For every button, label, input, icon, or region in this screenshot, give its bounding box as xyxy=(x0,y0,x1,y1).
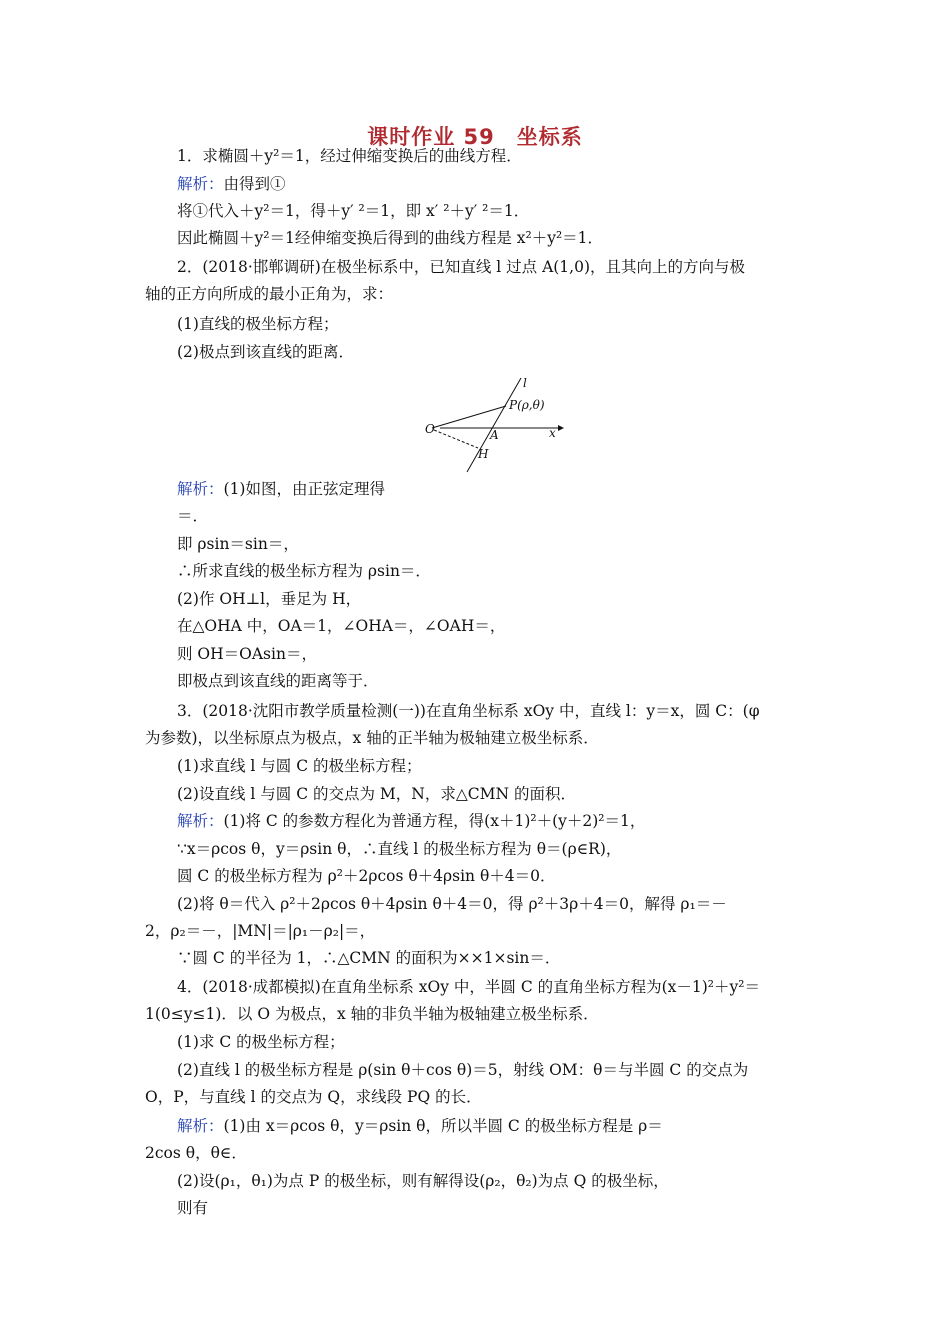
text-line: 在△OHA 中，OA＝1，∠OHA＝，∠OAH＝， xyxy=(177,617,506,635)
problem-2: 2．(2018·邯郸调研)在极坐标系中，已知直线 l 过点 A(1,0)，且其向上的方向与极 xyxy=(177,258,746,276)
text-line: 即极点到该直线的距离等于． xyxy=(177,672,379,690)
text-line: (2)设直线 l 与圆 C 的交点为 M，N，求△CMN 的面积． xyxy=(177,785,576,803)
label-l: l xyxy=(523,376,527,390)
segment-oh xyxy=(434,430,478,448)
text-line: (2)设(ρ₁，θ₁)为点 P 的极坐标，则有解得设(ρ₂，θ₂)为点 Q 的极坐标， xyxy=(177,1172,669,1190)
geometry-figure xyxy=(420,373,570,478)
text-line: 1(0≤y≤1)．以 O 为极点，x 轴的非负半轴为极轴建立极坐标系． xyxy=(145,1005,599,1023)
label-x: x xyxy=(549,426,556,440)
label-a: A xyxy=(490,428,499,442)
text-line: 2，ρ₂＝－，|MN|＝|ρ₁－ρ₂|＝， xyxy=(145,922,376,940)
text-line: ＝． xyxy=(177,507,209,525)
text-line: ∴所求直线的极坐标方程为 ρsin＝． xyxy=(177,562,431,580)
text-line: 轴的正方向所成的最小正角为，求： xyxy=(145,285,394,303)
text-line: 为参数)，以坐标原点为极点，x 轴的正半轴为极轴建立极坐标系． xyxy=(145,729,599,747)
x-axis-arrow xyxy=(558,425,564,431)
text-line: (2)极点到该直线的距离． xyxy=(177,343,354,361)
text-line: (1)求 C 的极坐标方程； xyxy=(177,1033,345,1051)
text-line: 圆 C 的极坐标方程为 ρ²＋2ρcos θ＋4ρsin θ＋4＝0． xyxy=(177,867,556,885)
analysis-label: 解析： xyxy=(177,1117,224,1135)
analysis-label: 解析： xyxy=(177,812,224,830)
text-line: ∵x＝ρcos θ，y＝ρsin θ，∴直线 l 的极坐标方程为 θ＝(ρ∈R)， xyxy=(177,840,622,858)
text-line: 将①代入＋y²＝1，得＋y′ ²＝1，即 x′ ²＋y′ ²＝1． xyxy=(177,202,530,220)
text-line: (2)将 θ＝代入 ρ²＋2ρcos θ＋4ρsin θ＋4＝0，得 ρ²＋3ρ＋4＝0，解得 ρ₁＝－ xyxy=(177,895,727,913)
problem-1: 1．求椭圆＋y²＝1，经过伸缩变换后的曲线方程． xyxy=(177,147,522,165)
problem-4: 4．(2018·成都模拟)在直角坐标系 xOy 中，半圆 C 的直角坐标方程为(x－1)²＋y²＝ xyxy=(177,978,760,996)
text-line: 2cos θ，θ∈． xyxy=(145,1144,247,1162)
text-line: O，P，与直线 l 的交点为 Q，求线段 PQ 的长． xyxy=(145,1088,482,1106)
line-l xyxy=(467,378,521,472)
analysis-3: 解析：(1)将 C 的参数方程化为普通方程，得(x＋1)²＋(y＋2)²＝1， xyxy=(177,812,646,830)
analysis-2: 解析：(1)如图，由正弦定理得 xyxy=(177,480,385,498)
text-line: (2)直线 l 的极坐标方程是 ρ(sin θ＋cos θ)＝5，射线 OM：θ＝与半圆 C 的交点为 xyxy=(177,1061,749,1079)
analysis-4: 解析：(1)由 x＝ρcos θ，y＝ρsin θ，所以半圆 C 的极坐标方程是 ρ＝ xyxy=(177,1117,663,1135)
analysis-label: 解析： xyxy=(177,175,224,193)
label-h: H xyxy=(478,447,489,461)
text-line: 则有 xyxy=(177,1199,209,1217)
text-line: 因此椭圆＋y²＝1经伸缩变换后得到的曲线方程是 x²＋y²＝1． xyxy=(177,229,604,247)
problem-3: 3．(2018·沈阳市教学质量检测(一))在直角坐标系 xOy 中，直线 l：y＝x，圆 C：(φ xyxy=(177,702,760,720)
text-line: (1)求直线 l 与圆 C 的极坐标方程； xyxy=(177,757,422,775)
text-line: (2)作 OH⊥l，垂足为 H， xyxy=(177,590,362,608)
page-title: 课时作业 59 坐标系 xyxy=(367,125,583,149)
text-line: 则 OH＝OAsin＝， xyxy=(177,645,317,663)
text-line: 即 ρsin＝sin＝， xyxy=(177,535,299,553)
analysis-label: 解析： xyxy=(177,480,224,498)
analysis-1: 解析：由得到① xyxy=(177,175,286,193)
text-line: (1)直线的极坐标方程； xyxy=(177,315,339,333)
label-o: O xyxy=(425,422,435,436)
segment-op xyxy=(432,406,506,428)
text-line: ∵圆 C 的半径为 1，∴△CMN 的面积为××1×sin＝． xyxy=(177,949,561,967)
label-p: P(ρ,θ) xyxy=(509,398,545,412)
